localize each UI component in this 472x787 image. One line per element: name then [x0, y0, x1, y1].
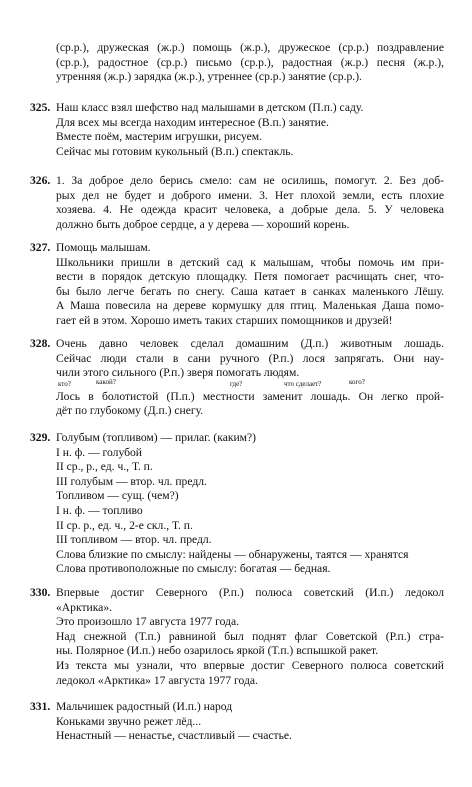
text-line: вести в порядок детскую площадку. Петя помогает расчищать снег, что-: [56, 270, 444, 284]
exercise-number: 329.: [30, 431, 51, 444]
text-line: должно быть доброе сердце, а у дерева — хороший корень.: [56, 217, 350, 231]
exercise-number: 326.: [30, 174, 51, 187]
text-line: 1. За доброе дело берись смело: сам не осилишь, помогут. 2. Без доб-: [56, 174, 444, 187]
exercise-number: 328.: [30, 337, 51, 350]
exercise-number: 330.: [30, 586, 51, 599]
exercise-326: [30, 174, 444, 232]
text-line: Из текста мы узнали, что впервые достиг Северного полюса советский: [56, 658, 444, 672]
text-line: ледокол «Арктика» 17 августа 1977 года.: [56, 673, 258, 687]
text-line: (ср.р.), дружеская (ж.р.) помощь (ж.р.), дружеское (ср.р.) поздравление: [56, 41, 444, 54]
text-line: Лось в болотистой (П.п.) местности заменит лошадь. Он легко прой-: [56, 389, 444, 403]
text-line: Это произошло 17 августа 1977 года.: [56, 615, 240, 629]
text-line: Слова близкие по смыслу: найдены — обнаружены, таятся — хранятся: [56, 547, 409, 561]
text-line: II ср., р., ед. ч., Т. п.: [56, 460, 153, 474]
exercise-325: [30, 101, 444, 159]
text-line: Наш класс взял шефство над малышами в детском (П.п.) саду.: [56, 101, 364, 114]
text-line: Очень давно человек сделал домашним (Д.п.) животным лошадь.: [56, 337, 444, 350]
text-line: II ср. р., ед. ч., 2-е скл., Т. п.: [56, 518, 193, 532]
intro-continuation: [30, 41, 444, 85]
text-line: Сейчас люди стали в сани ручного (Р.п.) лося запрягать. Они нау-: [56, 351, 444, 365]
text-line: «Арктика».: [56, 600, 113, 614]
exercise-328: [30, 337, 444, 419]
exercise-number: 325.: [30, 101, 51, 114]
text-line: гает ей в этом. Хорошо иметь таких старших помощников и друзей!: [56, 313, 393, 327]
text-line: Школьники пришли в детский сад к малышам, чтобы помочь им при-: [56, 255, 444, 269]
text-line: I н. ф. — топливо: [56, 503, 143, 517]
annotation-label: кого?: [349, 377, 365, 386]
text-line: бы было легче бегать по снегу. Саша катает в санках маленького Лёшу.: [56, 284, 444, 298]
text-line: чили этого сильного (Р.п.) зверя помогать людям.: [56, 366, 300, 380]
text-line: Над снежной (Т.п.) равниной был поднят флаг Советской (Р.п.) стра-: [56, 629, 444, 643]
annotation-label: что сделает?: [284, 379, 322, 388]
text-line: ны. Полярное (И.п.) небо озарилось яркой (Т.п.) вспышкой ракет.: [56, 644, 379, 658]
text-line: Слова противоположные по смыслу: богатая — бедная.: [56, 562, 331, 576]
text-line: III топливом — втор. чл. предл.: [56, 533, 212, 547]
text-line: А Маша повесила на дереве кормушку для птиц. Маленькая Даша помо-: [56, 299, 444, 313]
annotation-label: где?: [230, 379, 243, 388]
text-line: Помощь малышам.: [56, 241, 151, 254]
text-line: Топливом — сущ. (чем?): [56, 489, 179, 503]
exercise-number: 327.: [30, 241, 51, 254]
text-line: III голубым — втор. чл. предл.: [56, 474, 207, 488]
text-line: Голубым (топливом) — прилаг. (каким?): [56, 431, 257, 444]
text-line: Ненастный — ненастье, счастливый — счастье.: [56, 729, 292, 743]
annotation-label: кто?: [58, 379, 71, 388]
text-line: рых дел не будет и доброго имени. 3. Нет плохой земли, есть плохие: [56, 188, 444, 202]
text-line: Мальчишек радостный (И.п.) народ: [56, 700, 233, 713]
text-line: Впервые достиг Северного (Р.п.) полюса советский (И.п.) ледокол: [56, 586, 444, 599]
text-line: хозяева. 4. Не одежда красит человека, а добрые дела. 5. У человека: [56, 203, 444, 217]
text-line: Вместе поём, мастерим игрушки, рисуем.: [56, 130, 263, 144]
text-line: I н. ф. — голубой: [56, 445, 143, 459]
text-line: (ср.р.), радостное (ср.р.) письмо (ср.р.), радостная (ж.р.) песня (ж.р.),: [56, 55, 444, 69]
exercise-327: [30, 241, 444, 329]
exercise-number: 331.: [30, 700, 51, 713]
text-line: Для всех мы всегда находим интересное (В.п.) занятие.: [56, 115, 329, 129]
syntax-annotations: [56, 377, 444, 390]
exercise-331: [30, 700, 444, 744]
text-line: дёт по глубокому (Д.п.) снегу.: [56, 404, 204, 418]
exercise-329: [30, 431, 444, 577]
text-line: Сейчас мы готовим кукольный (В.п.) спектакль.: [56, 144, 294, 158]
text-line: Коньками звучно режет лёд...: [56, 714, 202, 728]
exercise-330: [30, 586, 444, 688]
annotation-label: какой?: [96, 377, 116, 386]
text-line: утренняя (ж.р.) зарядка (ж.р.), утреннее (ср.р.) занятие (ср.р.).: [56, 70, 362, 84]
